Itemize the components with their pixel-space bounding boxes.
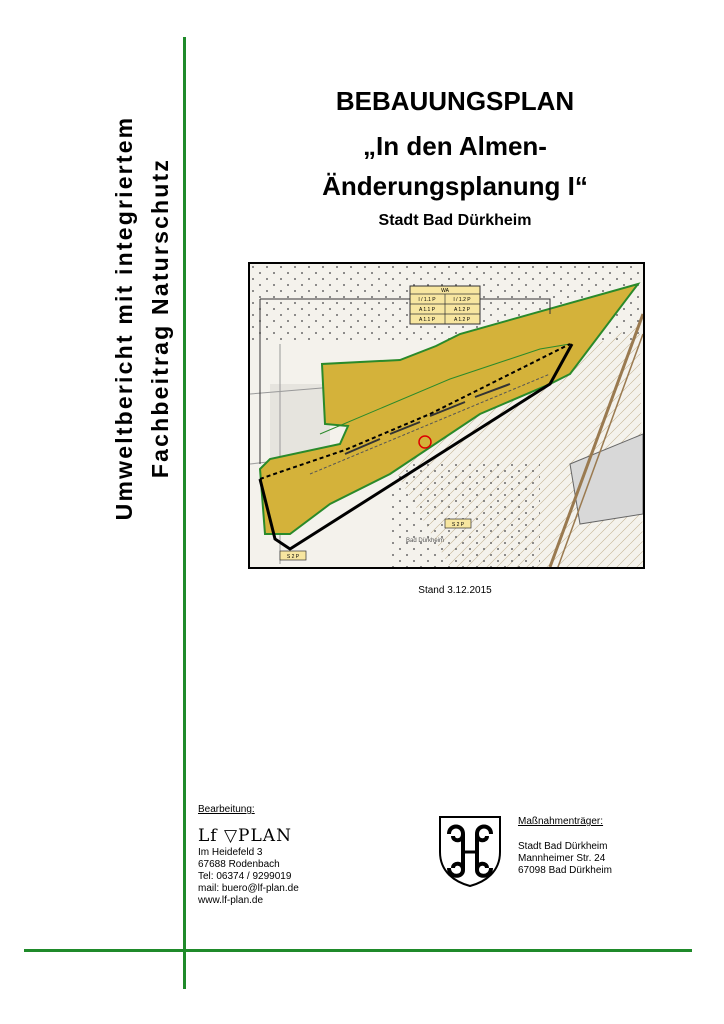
address-line: Stadt Bad Dürkheim	[518, 841, 608, 852]
address-line: Tel: 06374 / 9299019	[198, 871, 292, 882]
plan-name-line-2: Änderungsplanung I“	[322, 171, 588, 201]
area-tag-1-label: S 2 P	[451, 522, 465, 528]
address-line: 67688 Rodenbach	[198, 859, 280, 870]
address-line: Im Heidefeld 3	[198, 847, 263, 858]
side-title-line-1: Umweltbericht mit integriertem	[111, 115, 137, 521]
legend-cell: A 1.1 P	[418, 317, 436, 323]
legend-cell: A 1.1 P	[418, 307, 436, 313]
side-title	[106, 28, 178, 608]
legend-cell: A 1.2 P	[453, 307, 471, 313]
side-title-line-2: Fachbeitrag Naturschutz	[147, 157, 173, 479]
coat-of-arms-icon	[437, 814, 503, 888]
address-line: 67098 Bad Dürkheim	[518, 865, 612, 876]
area-tag-2-label: S 2 P	[286, 554, 300, 560]
document-title: BEBAUUNGSPLAN	[335, 86, 575, 116]
address-line: mail: buero@lf-plan.de	[198, 883, 299, 894]
lf-plan-logo: Lf ▽PLAN	[198, 826, 292, 846]
site-plan-map	[248, 262, 645, 569]
meadow-south	[390, 464, 540, 567]
site-plan-drawing	[250, 264, 643, 567]
horizontal-rule	[24, 949, 692, 952]
legend-header: WA	[441, 288, 449, 294]
bearbeitung-address	[198, 847, 299, 907]
legend-cell: A 1.2 P	[453, 317, 471, 323]
date-stand: Stand 3.12.2015	[418, 585, 492, 596]
address-line: www.lf-plan.de	[198, 895, 264, 906]
legend-cell: I / 1.1 P	[418, 297, 436, 303]
address-line: Mannheimer Str. 24	[518, 853, 606, 864]
massnahmentraeger-label: Maßnahmenträger:	[518, 816, 604, 827]
massnahmentraeger-address	[518, 841, 612, 877]
legend-cell: I / 1.2 P	[453, 297, 471, 303]
plan-name-line-1: „In den Almen-	[363, 131, 547, 161]
city-subtitle: Stadt Bad Dürkheim	[378, 212, 532, 229]
bearbeitung-label: Bearbeitung:	[198, 804, 255, 815]
place-label: Bad Dürkheim	[405, 538, 445, 544]
